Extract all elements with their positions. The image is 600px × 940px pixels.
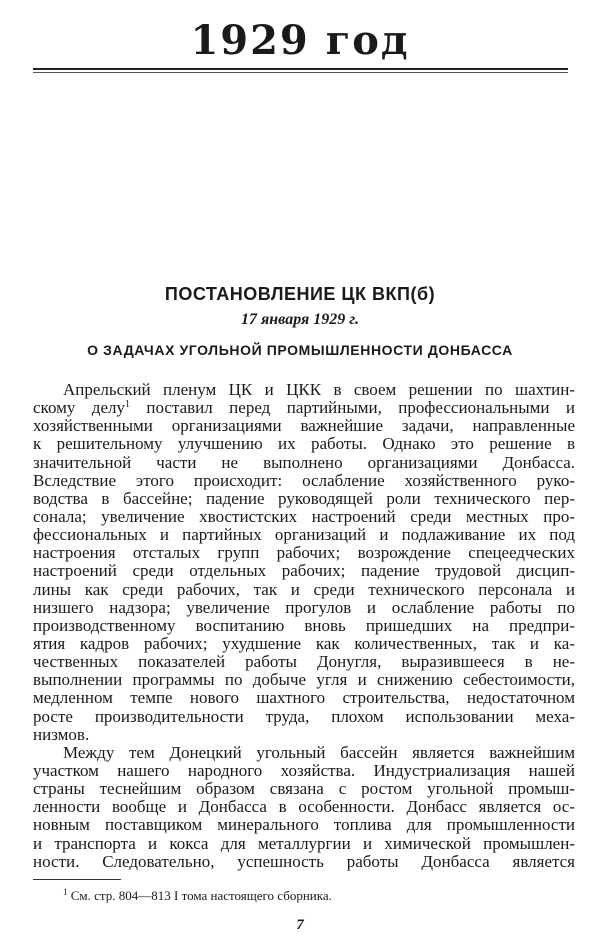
text-line: ности. Следовательно, успешность работы Донбасса является (33, 852, 575, 871)
footnote-marker: 1 (63, 887, 68, 897)
text-line: водства в бассейне; падение руководящей роли технического пер- (33, 489, 575, 508)
text-line: настроений среди отдельных рабочих; падение трудовой дисцип- (33, 562, 575, 581)
header-rule (33, 68, 568, 73)
text-fragment: скому делу (33, 399, 125, 418)
text-line: сонала; увеличение хвостистских настроений среди местных про- (33, 507, 575, 526)
text-line: настроения отсталых групп рабочих; возрождение спецеедческих (33, 544, 575, 563)
text-line: фессиональных и партийных организаций и подлаживание их под (33, 526, 575, 545)
text-line: росте производительности труда, плохом использовании меха- (33, 707, 575, 726)
text-line: Апрельский пленум ЦК и ЦКК в своем решении по шахтин- (63, 381, 575, 399)
text-line: лины как среди рабочих, так и среди технического персонала и (33, 580, 575, 599)
text-line: страны теснейшим образом связана с ростом угольной промыш- (33, 780, 575, 799)
text-line: значительной части не выполнено организациями Донбасса. (33, 453, 575, 472)
year-heading: 1929 год (190, 17, 410, 64)
text-line: медленном темпе нового шахтного строительства, недостаточном (33, 689, 575, 708)
text-line: хозяйственными организациями важнейшие задачи, направленные (33, 417, 575, 436)
text-line (33, 399, 575, 417)
footnote-rule (33, 879, 121, 880)
text-line: Между тем Донецкий угольный бассейн является важнейшим (63, 743, 575, 762)
footnote-text: См. стр. 804—813 I тома настоящего сборника. (70, 888, 332, 903)
text-line: и транспорта и кокса для металлургии и химической промышлен- (33, 834, 575, 853)
text-line: Вследствие этого происходит: ослабление хозяйственного руко- (33, 471, 575, 490)
text-line: низшего надзора; увеличение прогулов и ослабление работы по (33, 598, 575, 617)
footnote (63, 888, 332, 903)
text-line: ленности вообще и Донбасса в особенности. Донбасс является ос- (33, 798, 575, 817)
footnote-ref[interactable]: 1 (124, 399, 130, 411)
text-line: ятия кадров рабочих; ухудшение как количественных, так и ка- (33, 634, 575, 653)
document-date: 17 января 1929 г. (241, 311, 359, 328)
document-title: ПОСТАНОВЛЕНИЕ ЦК ВКП(б) (164, 284, 436, 304)
text-line: участком нашего народного хозяйства. Индустриализация нашей (33, 761, 575, 780)
text-line: новным поставщиком минерального топлива для промышленности (33, 816, 575, 835)
text-line: низмов. (33, 725, 90, 744)
body-text (33, 381, 575, 871)
text-fragment: поставил перед партийными, профессиональными и (146, 399, 575, 418)
text-line: чественных показателей работы Донугля, выразившееся в не- (33, 653, 575, 672)
text-line: производственному воспитанию вновь пришедших на предпри- (33, 616, 575, 635)
text-line: к решительному улучшению их работы. Однако это решение в (33, 435, 575, 454)
text-line: выполнении программы по добыче угля и снижению себестоимости, (33, 671, 575, 690)
page-number: 7 (296, 917, 304, 933)
document-subtitle: О ЗАДАЧАХ УГОЛЬНОЙ ПРОМЫШЛЕННОСТИ ДОНБАССА (87, 342, 513, 358)
